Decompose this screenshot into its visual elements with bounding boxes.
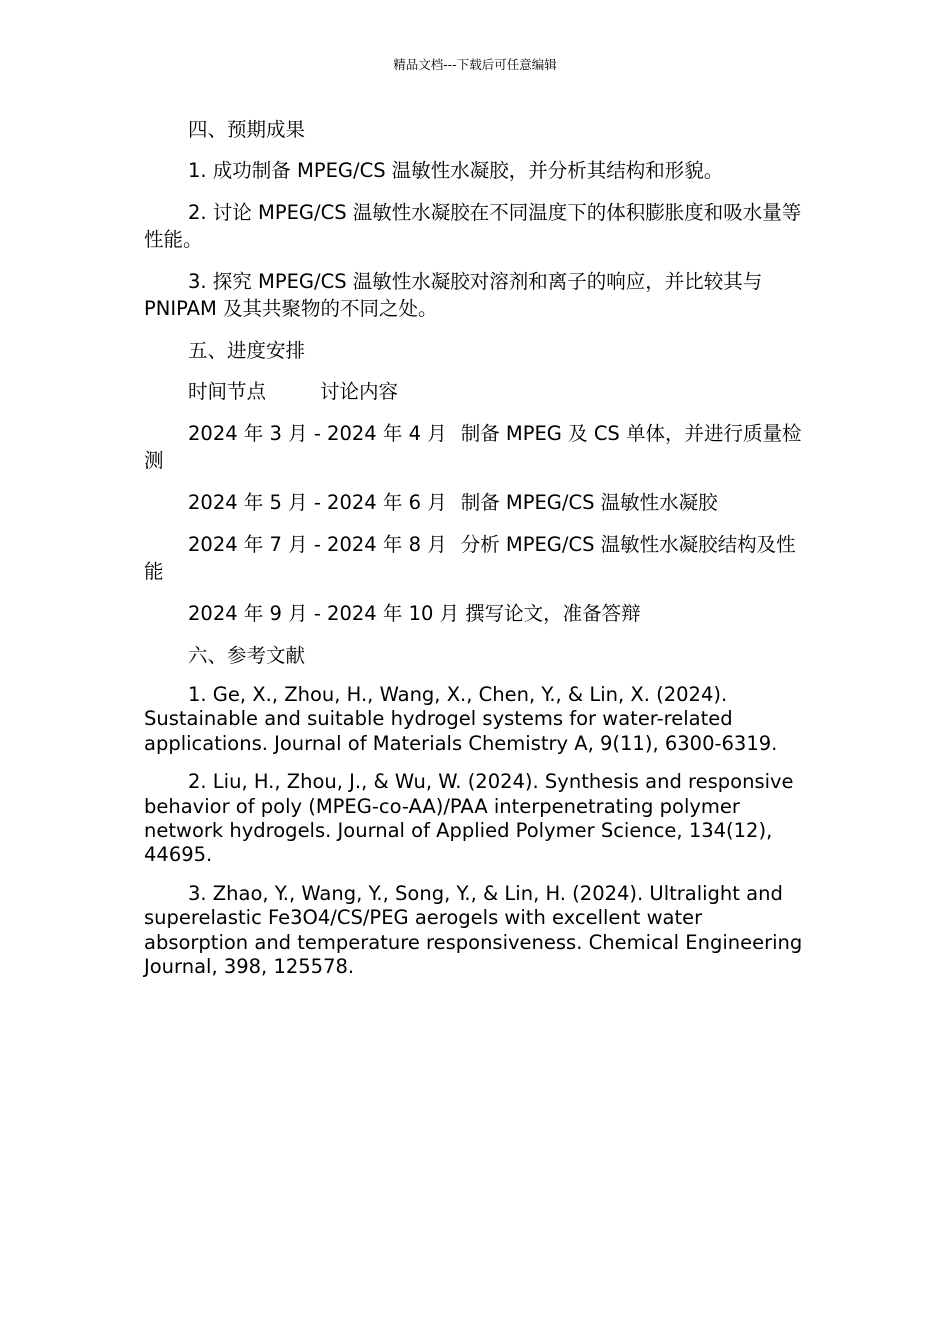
schedule-row-content: 分析 MPEG/CS 温敏性水凝胶结构及性能: [144, 533, 796, 583]
reference-item-3: 3. Zhao, Y., Wang, Y., Song, Y., & Lin, H. (2024). Ultralight and superelastic Fe3O4/CS/PEG aerogels with excellent water absorption and temperature responsiveness. Chemical Engineering Journal, 398, 125578.: [144, 881, 803, 979]
schedule-row-content: 撰写论文，准备答辩: [465, 602, 641, 625]
section-title-schedule: 五、进度安排: [188, 339, 306, 362]
reference-item-1: 1. Ge, X., Zhou, H., Wang, X., Chen, Y., & Lin, X. (2024). Sustainable and suitable hydrogel systems for water-related applications. Journal of Materials Chemistry A, 9(11), 6300-6319.: [144, 683, 778, 755]
schedule-col-content: 讨论内容: [320, 380, 399, 403]
page-header: 精品文档---下载后可任意编辑: [393, 57, 557, 72]
section-title-references: 六、参考文献: [188, 644, 306, 667]
schedule-row-time: 2024 年 9 月 - 2024 年 10 月: [188, 602, 460, 625]
schedule-row-3: [144, 531, 808, 585]
schedule-row-time: 2024 年 7 月 - 2024 年 8 月: [188, 533, 447, 556]
schedule-row-4: [144, 600, 808, 627]
expected-item-1: 1. 成功制备 MPEG/CS 温敏性水凝胶，并分析其结构和形貌。: [188, 159, 724, 182]
expected-item-3: 3. 探究 MPEG/CS 温敏性水凝胶对溶剂和离子的响应，并比较其与 PNIPAM 及其共聚物的不同之处。: [144, 270, 763, 320]
reference-item-2: 2. Liu, H., Zhou, J., & Wu, W. (2024). Synthesis and responsive behavior of poly (MPEG-co-AA)/PAA interpenetrating polymer network hydrogels. Journal of Applied Polymer Science, 134(12), 44695.: [144, 770, 794, 867]
schedule-row-content: 制备 MPEG 及 CS 单体，并进行质量检测: [144, 422, 802, 472]
document-body: [144, 116, 808, 993]
schedule-row-content: 制备 MPEG/CS 温敏性水凝胶: [460, 491, 718, 514]
schedule-row-1: [144, 420, 808, 474]
section-title-expected: 四、预期成果: [188, 118, 306, 141]
schedule-header: [144, 378, 808, 405]
schedule-row-2: [144, 489, 808, 516]
schedule-col-time: 时间节点: [188, 380, 267, 403]
schedule-row-time: 2024 年 5 月 - 2024 年 6 月: [188, 491, 447, 514]
schedule-row-time: 2024 年 3 月 - 2024 年 4 月: [188, 422, 447, 445]
expected-item-2: 2. 讨论 MPEG/CS 温敏性水凝胶在不同温度下的体积膨胀度和吸水量等性能。: [144, 201, 802, 251]
